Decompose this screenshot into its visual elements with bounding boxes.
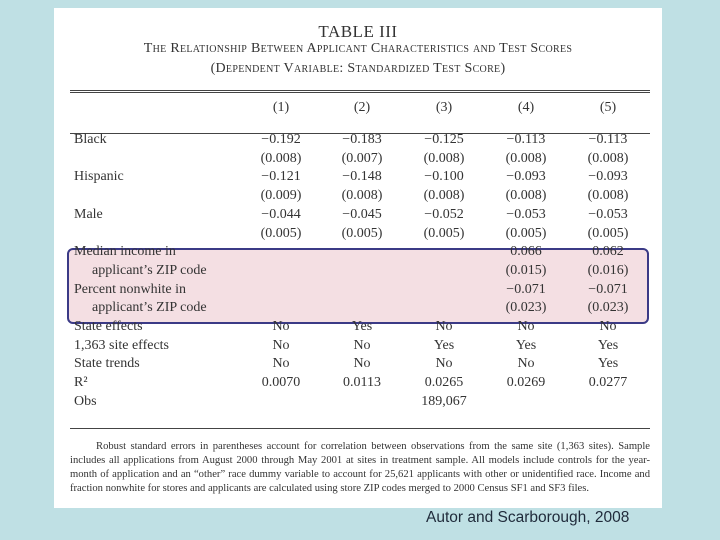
- table-cell: (0.023): [505, 300, 547, 316]
- table-cell: (0.023): [587, 300, 629, 316]
- bottom-rule: [70, 428, 650, 429]
- table-cell: −0.093: [506, 169, 546, 185]
- table-cell: Yes: [597, 356, 619, 372]
- table-cell: Yes: [351, 319, 373, 334]
- table-cell: No: [353, 356, 371, 372]
- table-cell: −0.183: [342, 132, 382, 147]
- table-cell: 189,067: [421, 393, 467, 409]
- table-cell: 0.0113: [343, 375, 381, 391]
- table-cell: No: [517, 319, 535, 334]
- table-cell: Yes: [515, 337, 537, 353]
- table-cell: −0.044: [261, 206, 301, 222]
- table-cell: 0.062: [592, 244, 624, 260]
- table-cell: No: [435, 319, 453, 334]
- table-cell: Yes: [597, 337, 619, 353]
- table-cell: −0.052: [424, 206, 464, 222]
- table-cell: (0.015): [505, 262, 547, 278]
- table-cell: −0.113: [506, 132, 546, 147]
- table-cell: (0.005): [260, 225, 302, 241]
- row-label: Median income in: [74, 244, 176, 260]
- row-label: R²: [74, 375, 88, 391]
- table-cell: −0.071: [506, 281, 546, 297]
- table-cell: 0.066: [510, 244, 542, 260]
- table-cell: No: [272, 319, 290, 334]
- row-label: State effects: [74, 319, 143, 334]
- table-footnote: Robust standard errors in parentheses account for correlation between observations from the same site (1,363 sites). Sample includes all applications from August 2000 through May 2001 at sites in treatment sample. All models include controls for the year-month of application and an “other” race dummy variable to account for 25,621 applicants with other or unidentified race. Income and fraction nonwhite for stores and applicants are calculated using store ZIP codes merged to 2000 Census SF1 and SF3 files.: [70, 441, 650, 494]
- table-cell: −0.053: [506, 206, 546, 222]
- table-cell: −0.100: [424, 169, 464, 185]
- row-label: Percent nonwhite in: [74, 281, 186, 297]
- row-label: Obs: [74, 393, 97, 409]
- table-cell: (0.008): [423, 188, 465, 204]
- table-cell: (0.009): [260, 188, 302, 204]
- table-subtitle: The Relationship Between Applicant Characteristics and Test Scores: [143, 41, 573, 56]
- table-cell: (0.008): [505, 150, 547, 166]
- table-cell: −0.071: [588, 281, 628, 297]
- table-cell: (0.007): [341, 150, 383, 166]
- column-header: (3): [435, 100, 453, 115]
- table-cell: −0.045: [342, 206, 382, 222]
- table-title: TABLE III: [318, 22, 398, 41]
- table-cell: No: [599, 319, 617, 334]
- row-label: Black: [74, 132, 107, 147]
- row-label: State trends: [74, 356, 140, 372]
- attribution: Autor and Scarborough, 2008: [426, 509, 630, 526]
- table-cell: 0.0265: [424, 375, 464, 391]
- table-cell: −0.121: [261, 169, 301, 185]
- table-cell: (0.005): [341, 225, 383, 241]
- table-cell: No: [272, 356, 290, 372]
- table-cell: No: [272, 337, 290, 353]
- table-cell: (0.008): [341, 188, 383, 204]
- table-cell: (0.005): [505, 225, 547, 241]
- table-dependent-variable: (Dependent Variable: Standardized Test Score): [210, 61, 506, 76]
- row-label: Male: [74, 206, 103, 222]
- table-cell: (0.008): [423, 150, 465, 166]
- table-cell: Yes: [433, 337, 455, 353]
- table-cell: No: [517, 356, 535, 372]
- row-label: applicant’s ZIP code: [92, 262, 207, 278]
- table-page: [54, 8, 662, 508]
- column-header: (4): [517, 100, 535, 115]
- table-cell: 0.0070: [261, 375, 301, 391]
- column-header: (1): [272, 100, 290, 115]
- table-cell: (0.016): [587, 262, 629, 278]
- table-cell: (0.008): [587, 150, 629, 166]
- table-cell: No: [435, 356, 453, 372]
- table-cell: (0.005): [587, 225, 629, 241]
- table-cell: (0.008): [587, 188, 629, 204]
- table-cell: No: [353, 337, 371, 353]
- column-header: (5): [599, 100, 617, 115]
- table-cell: −0.053: [588, 206, 628, 222]
- table-cell: −0.093: [588, 169, 628, 185]
- table-cell: 0.0269: [506, 375, 546, 391]
- table-cell: (0.005): [423, 225, 465, 241]
- table-cell: −0.192: [261, 132, 301, 147]
- row-label: applicant’s ZIP code: [92, 300, 207, 316]
- top-rule: [70, 90, 650, 93]
- table-cell: −0.125: [424, 132, 464, 147]
- row-label: Hispanic: [74, 169, 124, 185]
- table-cell: (0.008): [260, 150, 302, 166]
- table-cell: −0.148: [342, 169, 382, 185]
- table-cell: (0.008): [505, 188, 547, 204]
- table-cell: −0.113: [588, 132, 628, 147]
- row-label: 1,363 site effects: [74, 337, 169, 353]
- column-header: (2): [353, 100, 371, 115]
- table-cell: 0.0277: [588, 375, 628, 391]
